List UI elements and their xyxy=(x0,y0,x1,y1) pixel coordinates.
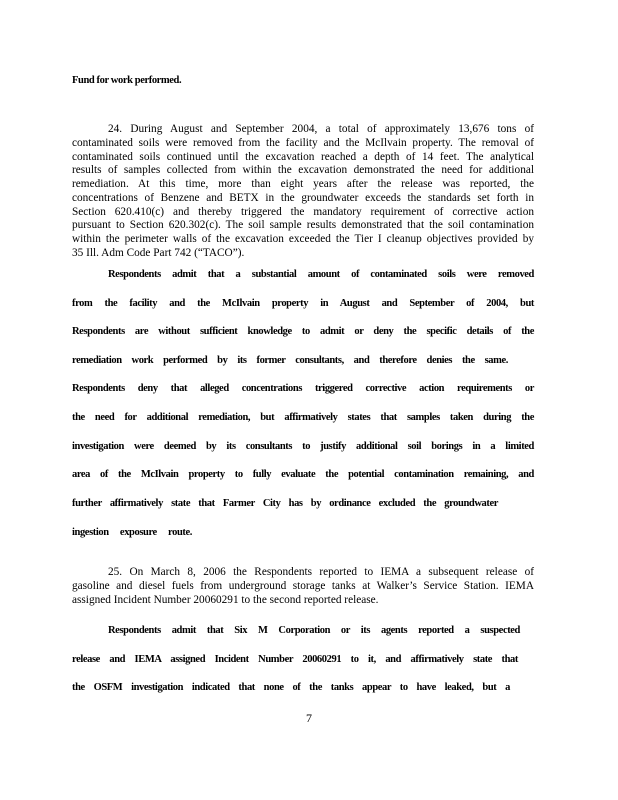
response-25-line: the OSFM investigation indicated that none of the tanks appear to have leaked, but a xyxy=(72,682,510,693)
response-24-line: Respondents deny that alleged concentrations triggered corrective action requirements or xyxy=(72,383,534,394)
para-24-line: contaminated soils continued until the excavation reached a depth of 14 feet. The analytical xyxy=(72,150,534,163)
para-25-line: assigned Incident Number 20060291 to the second reported release. xyxy=(72,593,379,606)
top-line: Fund for work performed. xyxy=(72,75,182,86)
page-number: 7 xyxy=(306,711,312,725)
response-24-line: Respondents admit that a substantial amount of contaminated soils were removed xyxy=(108,269,534,280)
response-25-line: release and IEMA assigned Incident Number 20060291 to it, and affirmatively state that xyxy=(72,654,518,665)
response-24-line: remediation work performed by its former consultants, and therefore denies the same. xyxy=(72,355,508,366)
para-24-line: remediation. At this time, more than eight years after the release was reported, the xyxy=(72,178,534,190)
paragraph-25 xyxy=(72,566,534,607)
para-24-line: pursuant to Section 620.302(c). The soil sample results demonstrated that the soil contamination xyxy=(72,219,534,232)
response-25-line: Respondents admit that Six M Corporation or its agents reported a suspected xyxy=(108,625,520,636)
response-24-line: from the facility and the McIlvain property in August and September of 2004, but xyxy=(72,298,534,309)
response-24-line: ingestion exposure route. xyxy=(72,527,192,538)
paragraph-24 xyxy=(72,123,534,261)
response-24-line: Respondents are without sufficient knowledge to admit or deny the specific details of the xyxy=(72,326,534,337)
para-25-line: 25. On March 8, 2006 the Respondents reported to IEMA a subsequent release of xyxy=(108,566,534,578)
para-24-line: contaminated soils were removed from the facility and the McIlvain property. The removal of xyxy=(72,136,534,149)
response-24-line: area of the McIlvain property to fully evaluate the potential contamination remaining, and xyxy=(72,469,534,480)
response-24-line: investigation were deemed by its consultants to justify additional soil borings in a limited xyxy=(72,441,534,452)
para-24-line: results of samples collected from within the excavation demonstrated the need for additional xyxy=(72,164,534,177)
para-24-line: 24. During August and September 2004, a total of approximately 13,676 tons of xyxy=(108,123,534,135)
para-25-line: gasoline and diesel fuels from underground storage tanks at Walker’s Service Station. IEMA xyxy=(72,579,534,592)
response-24-line: further affirmatively state that Farmer City has by ordinance excluded the groundwater xyxy=(72,498,498,509)
para-24-line: Section 620.410(c) and thereby triggered the mandatory requirement of corrective action xyxy=(72,205,534,218)
response-24-line: the need for additional remediation, but affirmatively states that samples taken during the xyxy=(72,412,534,423)
para-24-line: 35 Ill. Adm Code Part 742 (“TACO”). xyxy=(72,246,245,259)
para-24-line: within the perimeter walls of the excavation exceeded the Tier I cleanup objectives provided by xyxy=(72,233,534,245)
para-24-line: concentrations of Benzene and BETX in the groundwater exceeds the standards set forth in xyxy=(72,191,534,204)
